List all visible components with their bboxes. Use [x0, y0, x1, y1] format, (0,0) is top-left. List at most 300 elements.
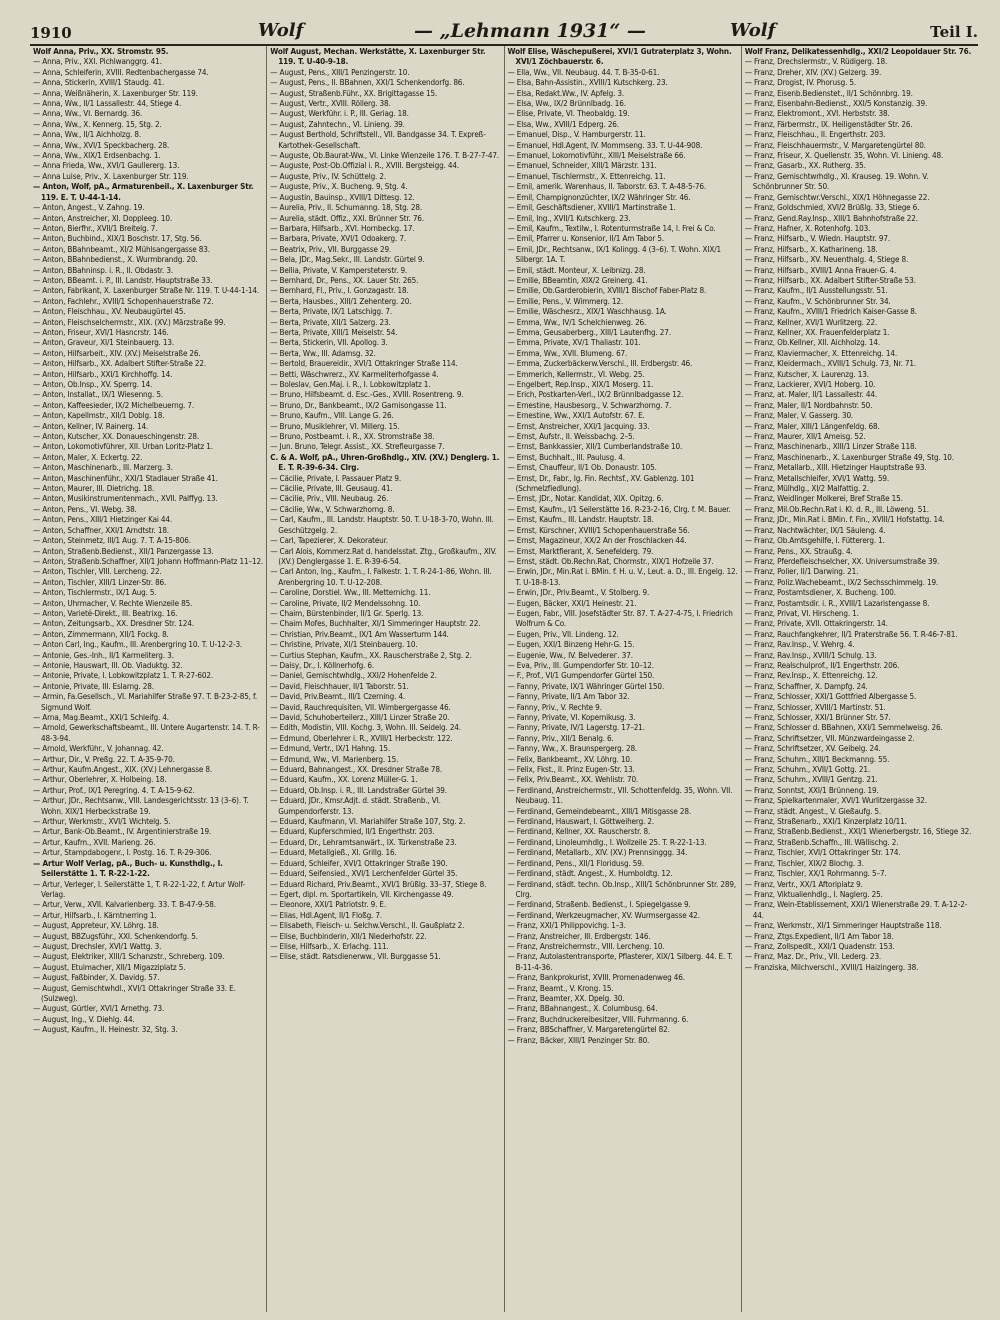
- directory-entry: — Bernhard, Dr., Pens., XX. Lauer Str. 265.: [270, 274, 419, 285]
- directory-entry: — Franz, Dreher, XIV. (XV.) Gelzerg. 39.: [744, 66, 882, 77]
- directory-entry: — August, BBZugsführ., XXI. Schenkendorfg. 5.: [33, 930, 198, 941]
- directory-entry: — Elias, Hdl.Agent, II/1 Floßg. 7.: [270, 909, 383, 920]
- directory-entry: — Artur, Stampdabogenr., I. Postg. 16. T. R-29-306.: [33, 847, 212, 858]
- directory-entry: — Christian, Priv.Beamt., IX/1 Am Wasserturm 144.: [270, 628, 449, 639]
- directory-entry: — Franz, Spielkartenmaler, XVI/1 Wurlitzergasse 32.: [744, 795, 927, 806]
- directory-entry: — Ferdinand, Pens., XII/1 Floridusg. 59.: [507, 857, 644, 868]
- directory-entry: — Franz, BBahnangest., X. Columbusg. 64.: [507, 1003, 658, 1014]
- directory-entry: — Franz, Fleischhau., II. Engerthstr. 203.: [744, 129, 886, 140]
- directory-entry: — Berta, Private, XII/1 Salzerg. 23.: [270, 316, 391, 327]
- directory-entry: — Anton, Wolf, pA., Armaturenbeil., X. Laxenburger Str. 119. E. T. U-44-1-14.: [33, 181, 254, 202]
- directory-entry: — Eduard, Bahnangest., XX. Dresdner Straße 78.: [270, 764, 443, 775]
- directory-entry: — Eduard, Kaufm., XX. Lorenz Müller-G. 1.: [270, 774, 418, 785]
- directory-entry: Wolf Anna, Priv., XX. Stromstr. 95.: [33, 46, 169, 56]
- directory-entry: — Anna, Priv., XXI. Pichlwanggrg. 41.: [33, 56, 162, 67]
- directory-entry: — Franz, Beamt., V. Krong. 15.: [507, 982, 614, 993]
- directory-entry: — Franz, Friseur, X. Quellenstr. 35, Wohn. VI. Linieng. 48.: [744, 150, 944, 161]
- directory-entry: — Franz, Färbermstr., IX. Heiligenstädter Str. 26.: [744, 118, 913, 129]
- directory-entry: — August, Faßbinder, X. Davidg. 57.: [33, 972, 160, 983]
- directory-entry: — Anton, Zeitungsarb., XX. Dresdner Str. 124.: [33, 618, 194, 629]
- directory-entry: — Boleslav, Gen.Maj. i. R., I. Lobkowitzplatz 1.: [270, 379, 431, 389]
- directory-entry: — Anton, Straßenb.Bedienst., XII/1 Panzergasse 13.: [33, 545, 214, 556]
- directory-entry: — Anton, Varieté-Direkt., III. Beatrixg. 16.: [33, 607, 178, 618]
- directory-entry: — Barbara, Hilfsarb., XVI. Hornbeckg. 17.: [270, 222, 415, 233]
- directory-entry: — Franz, Straßenarb., XXI/1 Kinzerplatz 10/11.: [744, 816, 907, 827]
- directory-entry: — Franziska, Milchverschl., XVIII/1 Haizingerg. 38.: [744, 961, 919, 972]
- directory-column: [30, 46, 267, 1312]
- directory-entry: — Arthur, JDr., Rechtsanw., VIII. Landesgerichtsstr. 13 (3–6). T. Wohn. XIX/1 Herbeckstraße 19.: [33, 795, 249, 816]
- directory-entry: — Fanny, Private, VI. Kopernikusg. 3.: [507, 712, 636, 722]
- directory-entry: — Anna Frieda, Ww., XVI/1 Gaullererg. 13.: [33, 160, 180, 171]
- directory-entry: — Edmund, Ww., VI. Marienberg. 15.: [270, 753, 399, 764]
- directory-entry: — Anton, Pens., XIII/1 Hietzinger Kai 44.: [33, 514, 173, 525]
- page-number: 1910: [30, 24, 72, 42]
- directory-entry: — Eduard, Kupferschmied, II/1 Engerthstr. 203.: [270, 826, 435, 837]
- directory-entry: — Anton, Steinmetz, III/1 Aug. 7. T. A-15-806.: [33, 535, 191, 546]
- page-header: [30, 20, 978, 44]
- directory-entry: — Anna, Weißnäherin, X. Laxenburger Str. 119.: [33, 87, 198, 98]
- directory-entry: — Artur Wolf Verlag, pA., Buch- u. Kunsthdlg., I. Seilerstätte 1. T. R-22-1-22.: [33, 857, 223, 879]
- directory-entry: — Franz, Kutscher, X. Laurenzg. 13.: [744, 368, 869, 379]
- directory-entry: — Anton, Musikinstrumentenmach., XVII. Palffyg. 13.: [33, 493, 218, 504]
- directory-entry: — Anton, Lokomotivführer, XII. Urban Loritz-Platz 1.: [33, 441, 213, 452]
- directory-entry: — Augustin, Bauinsp., XVIII/1 Dittesg. 12.: [270, 191, 415, 202]
- directory-entry: — Artur, Verleger, I. Seilerstätte 1, T. R-22-1-22, f. Artur Wolf-Verlag.: [33, 878, 245, 899]
- directory-entry: — Felix, Priv.Beamt., XX. Wehlistr. 70.: [507, 774, 639, 785]
- directory-entry: — Arthur, Dir., V. Preßg. 22. T. A-35-9-70.: [33, 753, 175, 764]
- directory-entry: — Ernst, städt. Ob.Rechn.Rat, Chormstr., XIX/1 Hofzeile 37.: [507, 555, 714, 566]
- directory-entry: — Emanuel, Disp., V. Hamburgerstr. 11.: [507, 129, 646, 140]
- directory-entry: — Felix, Fkst., II. Prinz Eugen-Str. 13.: [507, 764, 635, 775]
- directory-entry: — Franz, Straßenb.Bedienst., XXI/1 Wienerbergstr. 16, Stiege 32.: [744, 826, 972, 837]
- directory-entry: — Ernst, Marktfierant, X. Senefelderg. 79.: [507, 545, 654, 556]
- directory-entry: — Franz, Metallarb., XIII. Hietzinger Hauptstraße 93.: [744, 462, 927, 473]
- directory-entry: — Anton, Uhrmacher, V. Rechte Wienzeile 85.: [33, 597, 193, 608]
- directory-entry: — Fanny, Priv., XII/1 Benalg. 6.: [507, 732, 614, 743]
- directory-entry: — Ferdinand, Straßenb. Bedienst., I. Spiegelgasse 9.: [507, 899, 691, 910]
- directory-entry: — Anton, Graveur, XI/1 Steinbauerg. 13.: [33, 337, 174, 348]
- directory-entry: — Carl, Tapezierer, X. Dekorateur.: [270, 535, 388, 546]
- directory-entry: — Franz, Pens., XX. Straußg. 4.: [744, 545, 853, 556]
- directory-entry: — Emil, städt. Monteur, X. Leibnizg. 28.: [507, 264, 646, 275]
- directory-entry: — Fanny, Private, IX/1 Währinger Gürtel 150.: [507, 680, 665, 691]
- directory-entry: — Anton, Hilfsarbeit., XIV. (XV.) Meiselstraße 26.: [33, 347, 201, 358]
- directory-entry: — August, Werkführ. i. P., III. Geriag. 18.: [270, 108, 409, 119]
- directory-entry: — Ernst, Kaufm., I/1 Seilerstätte 16. R-23-2-16, Clrg. f. M. Bauer.: [507, 503, 731, 514]
- directory-entry: — Bruno, Kaufm., VIII. Lange G. 26.: [270, 410, 394, 421]
- directory-entry: — Edmund, Vertr., IX/1 Hahng. 15.: [270, 743, 391, 754]
- directory-entry: — Franz, Rauchfangkehrer, II/1 Praterstraße 56. T. R-46-7-81.: [744, 628, 958, 639]
- directory-entry: — Franz, Bankprokurist, XVIII. Promenadenweg 46.: [507, 972, 685, 983]
- directory-entry: — Fanny, Ww., X. Braunspergerg. 28.: [507, 743, 638, 754]
- directory-entry: — Daniel, Gemischtwhdlg., XXI/2 Hohenfelde 2.: [270, 670, 437, 681]
- directory-entry: — Franz, Schriftsetzer, XV. Geibelg. 24.: [744, 743, 881, 754]
- directory-entry: — Franz, at. Maler, II/1 Lassallestr. 44.: [744, 389, 877, 400]
- directory-entry: — Franz, Gend.Ray.Insp., XIII/1 Bahnhofstraße 22.: [744, 212, 918, 223]
- directory-entry: — Emil, Champignonzüchter, IX/2 Währinger Str. 46.: [507, 191, 691, 202]
- header-part: Teil I.: [930, 23, 978, 41]
- directory-entry: — David, Fleischhauer, II/1 Taborstr. 51.: [270, 680, 409, 691]
- directory-entry: — Ernst, Aufstr., II. Weissbachg. 2–5.: [507, 431, 635, 442]
- directory-entry: — August, Zahntechn., VI. Linieng. 39.: [270, 118, 405, 129]
- directory-entry: — Emil, amerik. Warenhaus, II. Taborstr. 63. T. A-48-5-76.: [507, 181, 707, 192]
- directory-entry: — Eugen, Priv., VII. Lindeng. 12.: [507, 628, 619, 639]
- directory-entry: — Ernestine, Ww., XXI/1 Autofstr. 67. E.: [507, 410, 645, 421]
- directory-columns: [30, 46, 978, 1312]
- directory-entry: — Edmund, Oberlehrer i. R., XVIII/1 Herbeckstr. 122.: [270, 732, 453, 743]
- directory-entry: — Franz, Gasarb., XX. Rutherg. 35.: [744, 160, 866, 171]
- directory-entry: — Franz, Ob.Kellner, XII. Aichholzg. 14.: [744, 337, 881, 348]
- directory-entry: — Anna, Ww., II/1 Aichholzg. 8.: [33, 129, 142, 140]
- directory-entry: — August, Kaufm., II. Heinestr. 32, Stg. 3.: [33, 1024, 178, 1035]
- directory-entry: — Berta, Private, IX/1 Latschigg. 7.: [270, 306, 392, 317]
- directory-entry: — Ernst, Chauffeur, II/1 Ob. Donaustr. 105.: [507, 462, 657, 473]
- directory-column: [505, 46, 742, 1312]
- directory-entry: — August, Gemischtwhdl., XVI/1 Ottakringer Straße 33. E. (Sulzweg).: [33, 982, 236, 1003]
- directory-entry: — Franz, BBSchaffner, V. Margaretengürtel 82.: [507, 1024, 670, 1035]
- directory-entry: — August, Straßenb.Führ., XX. Brigittagasse 15.: [270, 87, 438, 98]
- directory-entry: — Franz, Poliz.Wachebeamt., IX/2 Sechsschimmelg. 19.: [744, 576, 939, 587]
- directory-entry: — Armin, Fa.Gesellsch., VI. Mariahilfer Straße 97. T. B-23-2-85, f. Sigmund Wolf.: [33, 691, 257, 712]
- directory-entry: — August, Drechsler, XVI/1 Wattg. 3.: [33, 940, 162, 951]
- directory-entry: — Fanny, Private, IV/1 Lagerstg. 17–21.: [507, 722, 645, 733]
- directory-entry: — Ernst, Magazineur, XX/2 An der Froschlacken 44.: [507, 535, 687, 546]
- directory-entry: — Erwin, JDr., Min.Rat i. BMin. f. H. u. V., Leut. a. D., III. Engelg. 12. T. U-18-8-13.: [507, 566, 738, 587]
- directory-entry: — Betti, Wäschwrerz., XV. Karmeliterhofgasse 4.: [270, 368, 439, 379]
- directory-entry: — Franz, Klaviermacher, X. Ettenreichg. 14.: [744, 347, 897, 358]
- directory-entry: — Anna, Ww., X. Kennerg. 15, Stg. 2.: [33, 118, 162, 129]
- directory-entry: — Anton, Tischler, XIII/1 Linzer-Str. 86.: [33, 576, 167, 587]
- directory-entry: — Franz, Drogist, IV. Phorusg. 5.: [744, 77, 857, 88]
- directory-entry: — Franz, Schlosser, XXI/1 Gottfried Albergasse 5.: [744, 691, 917, 702]
- directory-entry: — Franz, Rev.Insp., X. Ettenreichg. 12.: [744, 670, 878, 681]
- directory-entry: — Cäcilie, Ww., V. Schwarzhorng. 8.: [270, 503, 395, 514]
- directory-entry: — Ernst, Anstreicher, XXI/1 Jacquing. 33.: [507, 420, 650, 431]
- directory-entry: — Franz, Rav.Insp., V. Wehrg. 4.: [744, 639, 855, 650]
- directory-entry: — Anna, Ww., VI. Bernardg. 36.: [33, 108, 143, 119]
- directory-entry: — Franz, Hafner, X. Rotenhofg. 103.: [744, 222, 871, 233]
- directory-entry: — Franz, Hilfsarb., V. Wiedn. Hauptstr. 97.: [744, 233, 890, 244]
- directory-entry: — Franz, Mülhdlg., XI/2 Malfattig. 2.: [744, 483, 869, 494]
- directory-entry: — Anton, Maschinenarb., III. Marzerg. 3.: [33, 462, 173, 473]
- directory-entry: — Emma, Ww., XVII. Blumeng. 67.: [507, 347, 628, 358]
- directory-entry: — Anna, Stickerin, XVIII/1 Staudg. 41.: [33, 77, 165, 88]
- directory-entry: — August, Elektriker, XIII/1 Schanzstr., Schreberg. 109.: [33, 951, 225, 962]
- directory-entry: — Fanny, Priv., V. Rechte 9.: [507, 701, 602, 712]
- directory-entry: — Felix, Bankbeamt., XV. Löhrg. 10.: [507, 753, 632, 764]
- directory-entry: — Franz, Kaufm., II/1 Ausstellungsstr. 51.: [744, 285, 888, 296]
- directory-entry: — Anton, Straßenb.Schaffner, XII/1 Johann Hoffmann-Platz 11–12.: [33, 555, 264, 566]
- directory-entry: — Ferdinand, Gemeindebeamt., XIII/1 Mitisgasse 28.: [507, 805, 692, 816]
- directory-entry: — Emil, Pfarrer u. Konsenior, II/1 Am Tabor 5.: [507, 233, 665, 244]
- directory-entry: — Carl Anton, Ing., Kaufm., I. Falkestr. 1. T. R-24-1-86, Wohn. III. Arenbergring 10. T. U-12-208.: [270, 566, 492, 587]
- directory-entry: — Anton Carl, Ing., Kaufm., III. Arenbergring 10. T. U-12-2-3.: [33, 639, 243, 650]
- directory-entry: — Anton, Buchbind., XIX/1 Boschstr. 17, Stg. 56.: [33, 233, 202, 244]
- directory-entry: — Ernst, Kürschner, XVIII/1 Schopenhauerstraße 56.: [507, 524, 690, 535]
- directory-entry: — Emilie, Pens., V. Wimmerg. 12.: [507, 295, 624, 306]
- directory-entry: — Artur, Kaufm., XVII. Marieng. 26.: [33, 836, 156, 847]
- directory-entry: — Anton, Fleischselchermstr., XIX. (XV.) Märzstraße 99.: [33, 316, 226, 327]
- directory-entry: — Franz, JDr., Min.Rat i. BMin. f. Fin., XVIII/1 Hofstattg. 14.: [744, 514, 945, 525]
- directory-entry: — Franz, Tischler, XVI/1 Ottakringer Str. 174.: [744, 847, 901, 858]
- directory-entry: — Anton, Kaffeesieder, IX/2 Michelbeuerng. 7.: [33, 399, 195, 410]
- directory-entry: — Ferdinand, Linoleumhdlg., I. Wollzeile 25. T. R-22-1-13.: [507, 836, 707, 847]
- directory-entry: — Franz, Kaufm., XVIII/1 Friedrich Kaiser-Gasse 8.: [744, 306, 917, 317]
- directory-entry: — Cäcilie, Priv., VIII. Neubaug. 26.: [270, 493, 389, 504]
- directory-entry: — Eduard, Seifensied., XVI/1 Lerchenfelder Gürtel 35.: [270, 868, 458, 879]
- directory-entry: — Berta, Ww., III. Adamsg. 32.: [270, 347, 376, 358]
- directory-entry: — Berta, Stickerin, VII. Apollog. 3.: [270, 337, 388, 348]
- directory-entry: — August, Pens., II. BBahnen, XXI/1 Schenkendorfg. 86.: [270, 77, 465, 88]
- directory-entry: — Franz, Schlosser, XVIII/1 Martinstr. 51.: [744, 701, 886, 712]
- directory-entry: — Anna, Ww., II/1 Lassallestr. 44, Stiege 4.: [33, 98, 182, 109]
- directory-entry: — Franz, Vertr., XX/1 Aftoriplatz 9.: [744, 878, 863, 889]
- directory-entry: — Arthur, Kaufm.Angest., XIX. (XV.) Lehnergasse 8.: [33, 764, 213, 775]
- directory-entry: — Bruno, Hilfsbeamt. d. Esc.-Ges., XVIII. Rosentreng. 9.: [270, 389, 464, 400]
- directory-entry: — Franz, Schriftsetzer, VII. Münzwardeingasse 2.: [744, 732, 915, 743]
- directory-entry: — Antonie, Private, III. Eslarng. 28.: [33, 680, 154, 691]
- directory-entry: — David, Priv.Beamt., III/1 Czerning. 4.: [270, 691, 406, 702]
- directory-entry: — Emil, Geschäftsdiener, XVIII/1 Martinstraße 1.: [507, 202, 676, 213]
- directory-entry: — Franz, Straßenb.Schaffn., III. Wällischg. 2.: [744, 836, 899, 847]
- directory-entry: — Ferdinand, Kellner, XX. Rauscherstr. 8.: [507, 826, 651, 837]
- directory-entry: — Anton, Kutscher, XX. Donaueschingenstr. 28.: [33, 431, 200, 442]
- directory-entry: — Franz, Kellner, XVI/1 Wurlitzerg. 22.: [744, 316, 878, 327]
- directory-entry: — Ernst, Dr., Fabr., Ig. Fin. Rechtsf., XV. Gablenzg. 101 (Schmelzfiedlung).: [507, 472, 695, 494]
- directory-entry: — Franz, Postamtsdir. i. R., XVIII/1 Lazaristengasse 8.: [744, 597, 930, 608]
- directory-entry: Wolf August, Mechan. Werkstätte, X. Laxenburger Str. 119. T. U-40-9-18.: [270, 46, 486, 67]
- directory-entry: — Franz, Schlosser, XXI/1 Brünner Str. 57.: [744, 712, 891, 722]
- directory-entry: — Eva, Priv., III. Gumpendorfer Str. 10–12.: [507, 659, 654, 670]
- directory-entry: — Anna, Schleiferin, XVIII. Redtenbachergasse 74.: [33, 66, 209, 77]
- directory-entry: — Franz, Sonntst, XXI/1 Brünneng. 19.: [744, 784, 879, 795]
- directory-entry: — Anton, Tischlermstr., IX/1 Aug. 5.: [33, 587, 157, 598]
- directory-entry: — Anton, Maschinenführ., XXI/1 Stadlauer Straße 41.: [33, 472, 218, 483]
- directory-entry: — Franz, Buchdruckereibesitzer, VIII. Fuhrmanng. 6.: [507, 1013, 689, 1024]
- directory-entry: — Anton, Maler, X. Eckertg. 22.: [33, 451, 143, 462]
- directory-entry: — Bruno, Dr., Bankbeamt., IX/2 Garnisongasse 11.: [270, 399, 447, 410]
- directory-entry: — Caroline, Dorstiel. Ww., III. Metternichg. 11.: [270, 587, 431, 598]
- directory-entry: — Franz, Hilfsarb., XV. Neuenthalg. 4, Stiege 8.: [744, 254, 909, 265]
- directory-entry: — Bruno, Musiklehrer, VI. Millerg. 15.: [270, 420, 400, 431]
- directory-entry: — Eduard, Schleifer, XVI/1 Ottakringer Straße 190.: [270, 857, 448, 868]
- directory-entry: — Franz, Autolastentransporte, Pflasterer, XIX/1 Silberg. 44. E. T. B-11-4-36.: [507, 951, 733, 972]
- directory-entry: — Franz, Viktualienhdlg., I. Naglerg. 25.: [744, 888, 883, 899]
- directory-entry: — Franz, Lackierer, XVI/1 Hoberg. 10.: [744, 379, 876, 389]
- directory-entry: — Emma, Private, XV/1 Thaliastr. 101.: [507, 337, 641, 348]
- directory-entry: — Elsa, Ww., IX/2 Brünnlbadg. 16.: [507, 98, 626, 109]
- directory-entry: — Franz, Schlosser d. BBahnen, XXI/1 Semmelweisg. 26.: [744, 722, 943, 733]
- directory-entry: — Franz, Drechslermstr., V. Rüdigerg. 18.: [744, 56, 888, 67]
- directory-entry: — Franz, Rav.Insp., XVIII/1 Schulg. 13.: [744, 649, 877, 660]
- directory-entry: — Franz, Metallschleifer, XVI/1 Wattg. 59.: [744, 472, 890, 483]
- directory-entry: — Erich, Postkarten-Verl., IX/2 Brünnlbadgasse 12.: [507, 389, 684, 400]
- directory-entry: — Anna Luise, Priv., X. Laxenburger Str. 119.: [33, 170, 189, 181]
- directory-entry: — Artur, Verw., XVII. Kalvarienberg. 33. T. B-47-9-58.: [33, 899, 216, 910]
- directory-entry: — Jun. Bruno, Telegr. Assist., XX. Strefleurgasse 7.: [270, 441, 445, 452]
- directory-entry: Wolf Franz, Delikatessenhdlg., XXI/2 Leopoldauer Str. 76.: [744, 46, 972, 56]
- directory-entry: — August, Pens., XIII/1 Penzingerstr. 10.: [270, 66, 410, 77]
- directory-entry: — Franz, Privat, VI. Hirscheng. 1.: [744, 607, 859, 618]
- directory-entry: — Anton, Pens., VI. Webg. 38.: [33, 503, 137, 514]
- directory-entry: — Franz, Beamter, XX. Dpelg. 30.: [507, 992, 625, 1003]
- directory-entry: — Franz, Fleischhauermstr., V. Margaretengürtel 80.: [744, 139, 926, 150]
- directory-entry: — David, Rauchrequisiten, VII. Wimbergergasse 46.: [270, 701, 451, 712]
- directory-entry: — Antonie, Hauswart, III. Ob. Viaduktg. 32.: [33, 659, 183, 670]
- directory-entry: — Eduard, Dr., Lehramtsanwärt., IX. Türkenstraße 23.: [270, 836, 457, 847]
- directory-entry: — Elise, Private, VI. Theobaldg. 19.: [507, 108, 630, 119]
- directory-entry: — Anton, Zimmermann, XII/1 Fockg. 8.: [33, 628, 169, 639]
- directory-entry: — Anton, Anstreicher, XI. Doppleeg. 10.: [33, 212, 173, 223]
- directory-entry: — Bernhard, Fl., Priv., I. Gonzagastr. 18.: [270, 285, 409, 296]
- directory-entry: — Emil, JDr., Rechtsanw., IX/1 Kolingg. 4 (3–6). T. Wohn. XIX/1 Silbergr. 1A. T.: [507, 243, 722, 265]
- directory-entry: — Artur, Bank-Ob.Beamt., IV. Argentinierstraße 19.: [33, 826, 212, 837]
- directory-entry: — Franz, Schuhm., XVIII/1 Gentzg. 21.: [744, 774, 878, 785]
- directory-entry: — Emil, Ing., XVII/1 Kutschkerg. 23.: [507, 212, 631, 223]
- directory-entry: — Eduard, JDr., Kmsr.Adjt. d. städt. Straßenb., VI. Gumpendorferstr. 13.: [270, 795, 441, 816]
- directory-entry: — Barbara, Private, XVI/1 Odoakerg. 7.: [270, 233, 406, 244]
- directory-entry: — Ferdinand, Werkzeugmacher, XV. Wurmsergasse 42.: [507, 909, 700, 920]
- directory-entry: — Cäcilie, Private, III. Geusaug. 41.: [270, 483, 393, 494]
- directory-entry: — Emilie, BBeamtin, XIX/2 Greinerg. 41.: [507, 274, 648, 285]
- directory-entry: — Franz, Werkmstr., XI/1 Simmeringer Hauptstraße 118.: [744, 920, 942, 931]
- directory-entry: — Franz, Wein-Etablissement, XXI/1 Wienerstraße 29. T. A-12-2-44.: [744, 899, 968, 920]
- directory-entry: — Cäcilie, Private, I. Passauer Platz 9.: [270, 472, 402, 483]
- directory-entry: — Antonie, Ges.-Inh., II/1 Karmeliterg. 3.: [33, 649, 174, 660]
- directory-entry: — Anton, BBahninsp. i. R., II. Obdastr. 3.: [33, 264, 173, 275]
- directory-entry: — Emanuel, Hdl.Agent, IV. Mommseng. 33. T. U-44-908.: [507, 139, 703, 150]
- directory-entry: — Ernst, Buchhalt., III. Paulusg. 4.: [507, 451, 625, 462]
- directory-entry: — Franz, Schaffner, X. Dampfg. 24.: [744, 680, 868, 691]
- directory-entry: — Anna, Ww., XVI/1 Speckbacherg. 28.: [33, 139, 170, 150]
- directory-entry: — Franz, Kleidermach., XVIII/1 Schulg. 73, Nr. 71.: [744, 358, 917, 369]
- directory-entry: — August, Ing., V. Diehlg. 44.: [33, 1013, 135, 1024]
- directory-entry: — Eugen, Bäcker, XXI/1 Heinestr. 21.: [507, 597, 637, 608]
- directory-entry: — Edith, Modistin, VIII. Kochg. 3, Wohn. III. Seidelg. 24.: [270, 722, 461, 733]
- directory-entry: — Anton, BBahnbedienst., X. Wurmbrandg. 20.: [33, 254, 198, 265]
- directory-entry: — Ernestine, Hausbesorg., V. Schwarzhorng. 7.: [507, 399, 672, 410]
- directory-entry: — Anton, BBeamt. i. P., III. Landstr. Hauptstraße 33.: [33, 274, 213, 285]
- directory-entry: — Egert, dipl. m. Sportartikeln, VII. Kirchengasse 49.: [270, 888, 454, 899]
- directory-entry: — Eleonore, XXI/1 Patriotstr. 9. E.: [270, 899, 387, 910]
- directory-entry: — Elise, städt. Ratsdienerww., VII. Burggasse 51.: [270, 951, 441, 962]
- directory-entry: — Franz, Maz. Dr., Priv., VII. Lederg. 23.: [744, 951, 882, 962]
- directory-entry: — Eugenie, Ww., IV. Belvederег. 37.: [507, 649, 633, 660]
- directory-entry: — Carl, Kaufm., III. Landstr. Hauptstr. 50. T. U-18-3-70, Wohn. III. Geschützgelg. 2.: [270, 514, 494, 535]
- directory-entry: — Bertold, Brauereidir., XVI/1 Ottakringer Straße 114.: [270, 358, 458, 369]
- directory-entry: — Ferdinand, Metallarb., XIV. (XV.) Prennsinggg. 34.: [507, 847, 688, 858]
- directory-entry: — Antonie, Private, I. Lobkowitzplatz 1. T. R-27-602.: [33, 670, 213, 681]
- directory-entry: — Eduard, Ob.Insp. i. R., III. Landstraßer Gürtel 39.: [270, 784, 447, 795]
- directory-entry: — Franz, Mil.Ob.Rechn.Rat i. Kl. d. R., III. Löweng. 51.: [744, 503, 929, 514]
- directory-entry: — Franz, Elektromont., XVI. Herbststr. 38.: [744, 108, 890, 119]
- directory-entry: — Elisabeth, Fleisch- u. Selchw.Verschl., II. Gaußplatz 2.: [270, 920, 465, 931]
- directory-entry: — Franz, Goldschmied, XVI/2 Brüßlg. 33, Stiege 6.: [744, 202, 920, 213]
- directory-entry: — August, Appreteur, XV. Löhrg. 18.: [33, 920, 159, 931]
- directory-entry: — Beatrix, Priv., VII. Burggasse 29.: [270, 243, 392, 254]
- directory-entry: — Emanuel, Schneider, XIII/1 Märzstr. 131.: [507, 160, 657, 171]
- directory-entry: — Arthur, Werkmstr., XVI/1 Wichtelg. 5.: [33, 816, 171, 827]
- directory-entry: — Daisy, Dr., I. Köllnerhofg. 6.: [270, 659, 375, 670]
- directory-entry: — Franz, Maschinenarb., XIII/1 Linzer Straße 118.: [744, 441, 917, 452]
- directory-entry: — Auguste, Priv., X. Bucheng. 9, Stg. 4.: [270, 181, 408, 192]
- directory-entry: — Chaim, Bürstenbinder, II/1 Gr. Sperlg. 13.: [270, 607, 424, 618]
- directory-entry: — Franz, Polier, II/1 Darwing. 21.: [744, 566, 859, 577]
- directory-entry: — Anton, Ob.Insp., XV. Sperrg. 14.: [33, 379, 153, 389]
- directory-entry: — August Berthold, Schriftstell., VII. Bandgasse 34. T. Expreß-Kartothek-Gesellschaft.: [270, 129, 486, 150]
- directory-entry: — Curtius Stephan, Kaufm., XX. Rauscherstraße 2, Stg. 2.: [270, 649, 472, 660]
- directory-entry: — Franz, Maler, II/1 Nordbahnstr. 50.: [744, 399, 873, 410]
- directory-entry: — Anton, Friseur, XVI/1 Hasncrstr. 146.: [33, 326, 169, 337]
- directory-entry: — Franz, Eisenbahn-Bedienst., XXI/5 Konstanzig. 39.: [744, 98, 928, 109]
- directory-entry: — Franz, Realschulprof., II/1 Engerthstr. 206.: [744, 659, 900, 670]
- directory-entry: — Bruno, Postbeamt. i. R., XX. Stromstraße 38.: [270, 431, 435, 442]
- directory-entry: — Anton, Tischler, VIII. Lercheng. 22.: [33, 566, 162, 577]
- directory-entry: — Eduard, Metallgieß., XI. Grillg. 16.: [270, 847, 397, 858]
- directory-entry: — Franz, Gemischtwrhdlg., XI. Krauseg. 19. Wohn. V. Schönbrunner Str. 50.: [744, 170, 929, 192]
- directory-entry: — Artur, Hilfsarb., I. Kärntnerring 1.: [33, 909, 157, 920]
- directory-entry: — Bela, JDr., Mag.Sekr., III. Landstr. Gürtel 9.: [270, 254, 425, 265]
- directory-column: [267, 46, 504, 1312]
- directory-entry: — Anton, BBahnbeamt., XI/2 Mühlsangergasse 83.: [33, 243, 210, 254]
- directory-entry: — Franz, Eisenb.Bedienstet., II/1 Schönnbrg. 19.: [744, 87, 913, 98]
- directory-entry: — F., Prof., VI/1 Gumpendorfer Gürtel 150.: [507, 670, 655, 681]
- directory-entry: — Franz, Maschinenarb., X. Laxenburger Straße 49, Stg. 10.: [744, 451, 954, 462]
- directory-entry: — Anton, Angest., V. Zahng. 19.: [33, 202, 145, 213]
- directory-entry: — Franz, städt. Angest., V. Gießaufg. 5.: [744, 805, 882, 816]
- directory-entry: — Aurelia, städt. Offiz., XXI. Brünner Str. 76.: [270, 212, 424, 223]
- directory-entry: — Elsa, Ww., XVIII/1 Edperg. 26.: [507, 118, 619, 129]
- header-right-name: Wolf: [730, 20, 776, 41]
- directory-entry: — Berta, Private, XIII/1 Meiselstr. 54.: [270, 326, 398, 337]
- directory-entry: — Franz, Maler, XIII/1 Längenfeldg. 68.: [744, 420, 880, 431]
- directory-entry: — Auguste, Priv., IV. Schüttelg. 2.: [270, 170, 387, 181]
- directory-entry: — Ferdinand, Anstreichermstr., VII. Schottenfeldg. 35, Wohn. VII. Neubaug. 11.: [507, 784, 733, 806]
- directory-entry: — Ernst, Bankkassier, XII/1 Cumberlandstraße 10.: [507, 441, 683, 452]
- directory-entry: — Franz, Bäcker, XIII/1 Penzinger Str. 80.: [507, 1034, 650, 1045]
- header-title: — „Lehmann 1931“ —: [414, 20, 646, 42]
- directory-entry: — Anton, Fleischhau., XV. Neubaugürtel 45.: [33, 306, 186, 317]
- directory-entry: — Emilie, Ob.Garderobierin, XVIII/1 Bischof Faber-Platz 8.: [507, 285, 707, 296]
- directory-entry: — Chaim Mofes, Buchhalter, XI/1 Simmeringer Hauptstr. 22.: [270, 618, 481, 629]
- directory-entry: — Elise, Hilfsarb., X. Erlachg. 111.: [270, 940, 389, 951]
- directory-entry: — Ella, Ww., VII. Neubaug. 44. T. B-35-0-61.: [507, 66, 660, 77]
- directory-entry: — Franz, Anstreichermstr., VIII. Lercheng. 10.: [507, 940, 665, 951]
- directory-entry: — Auguste, Ob.Baurat-Ww., VI. Linke Wienzeile 176. T. B-27-7-47.: [270, 150, 499, 161]
- directory-entry: Wolf Elise, Wäschepußerei, XVI/1 Gutraterplatz 3, Wohn. XVI/1 Zöchbauerstr. 6.: [507, 46, 732, 67]
- directory-entry: — Franz, Nachtwächter, IX/1 Säuleng. 4.: [744, 524, 886, 535]
- directory-entry: — Anton, Kapellmstr., XII/1 Doblg. 18.: [33, 410, 165, 421]
- directory-entry: — Franz, Schuhm., XIII/1 Beckmanng. 55.: [744, 753, 890, 764]
- directory-entry: — Emanuel, Lokomotivführ., XIII/1 Meiselstraße 66.: [507, 150, 686, 161]
- directory-entry: — Arthur, Prof., IX/1 Peregring. 4. T. A-15-9-62.: [33, 784, 195, 795]
- directory-entry: — Elise, Buchbinderin, XII/1 Niederhofstr. 22.: [270, 930, 427, 941]
- directory-entry: — Emilie, Wäschesrz., XIX/1 Waschhausg. 1A.: [507, 306, 667, 317]
- directory-entry: — Elsa, Redakt.Ww., IV. Apfelg. 3.: [507, 87, 625, 98]
- directory-entry: — Eugen, Fabr., VIII. Josefstädter Str. 87. T. A-27-4-75, I. Friedrich Wolfrum & Co.: [507, 607, 733, 629]
- directory-column: [742, 46, 978, 1312]
- directory-entry: — Franz, Weidlinger Molkerei, Bref Straße 15.: [744, 493, 903, 504]
- directory-entry: — Franz, Maler, V. Gasserg. 30.: [744, 410, 854, 421]
- directory-entry: — Ferdinand, städt. Angest., X. Humboldtg. 12.: [507, 868, 673, 879]
- directory-entry: — Ferdinand, städt. techn. Ob.Insp., XIII/1 Schönbrunner Str. 289, Clrg.: [507, 878, 736, 899]
- directory-entry: — Anton, Schaffner, XXI/1 Arndtstr. 18.: [33, 524, 169, 535]
- directory-entry: — Anton, Installat., IX/1 Wiesenng. 5.: [33, 389, 163, 400]
- directory-entry: — Franz, XXI/1 Philippovichg. 1–3.: [507, 920, 626, 931]
- directory-entry: — Caroline, Private, II/2 Mendelssohng. 10.: [270, 597, 421, 608]
- directory-entry: — Franz, Hilfsarb., XVIII/1 Anna Frauer-G. 4.: [744, 264, 897, 275]
- directory-entry: — Anton, Hilfsarb., XX. Adalbert Stifter-Straße 22.: [33, 358, 207, 369]
